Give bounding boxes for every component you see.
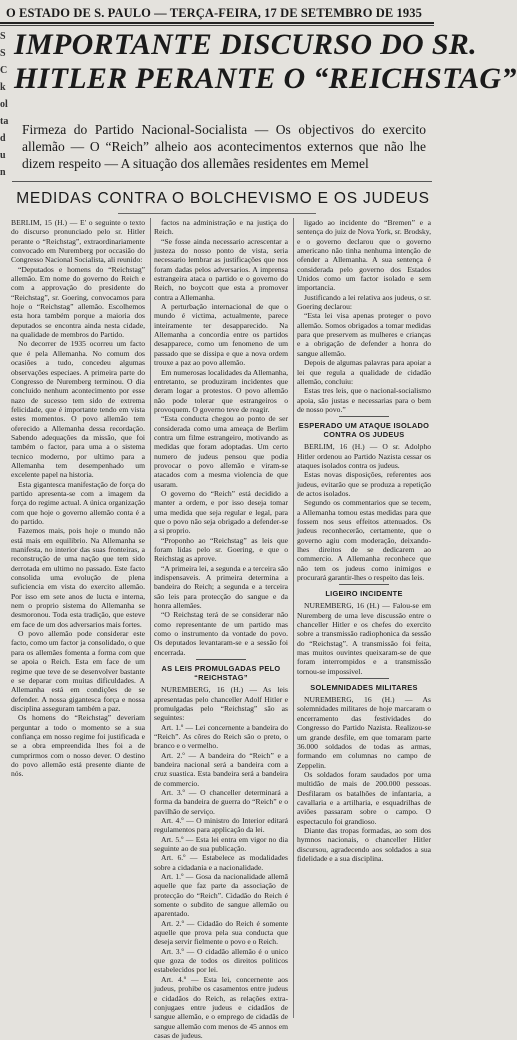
article-paragraph: Art. 1.º — Lei concernente a bandeira do “Reich”. As côres do Reich são o preto, o branco e o vermelho. [154, 722, 288, 751]
article-paragraph: “Deputados e homens do “Reichstag” allemão. Em nome do governo do Reich e com a approvação do presidente do “Reichstag”, sr. Goering, convocamos para hoje o “Reichstag” allemão. Escolhemos esta hora também porque a maioria dos deputados se encontra ainda nesta cidade, na qualidade de membros do Partido. [11, 264, 145, 340]
article-paragraph: ligado ao incidente do “Bremen” e a sentença do juiz de Nova York, sr. Brodsky, e o governo declarou que o governo americano não tinha nenhuma intenção de ofender a Allemanha. A sua sentença é considerada pelo governo dos Estados Unidos como um factor isolado e sem importancia. [297, 218, 431, 293]
article-paragraph: Estas tres leis, que o nacional-socialismo apoia, são justas e necessarias para o bem de nosso povo.” [297, 386, 431, 414]
article-paragraph: Art. 6.º — Estabelece as modalidades sobre a cidadania e a nacionalidade. [154, 853, 288, 872]
article-paragraph: No decorrer de 1935 ocorreu um facto que é pela Allemanha. No comum dos ocasiões a tudo, concedeu algumas observações especiaes. A primeira parte do Congresso de Nuremberg terminou. O dia concluido nenhum acontecimento por esse nazo de sucesso tem sido de extrema felicidade, que é importante tendo em vista estes momentos. O povo allemão tem oferecido a Allemanha dessa recordação. Sabendo adequações da missão, que foi também o factor, para uma a o sistema tecnico moderno, por ultimo para a Allemanha tem desempenhado um excelente papel na historia. [11, 339, 145, 480]
article-paragraph: Art. 3.º — O cidadão allemão é o unico que goza de todos os direitos politicos estabelecidos por lei. [154, 946, 288, 975]
article-column-3 [297, 218, 431, 1018]
article-column-1 [11, 218, 145, 1018]
article-paragraph: NUREMBERG, 16 (H.) — As solemnidades militares de hoje marcaram o encerramento das festividades do Congresso do Partido Nazista. Realizou-se um grande desfile, em que tomaram parte 36.000 soldados de todas as armas, formando em columnas no campo de Zeppelin. [297, 695, 431, 770]
masthead-rule-thin [0, 25, 434, 26]
article-paragraph: O governo do “Reich” está decidido a manter a ordem, e por isso deseja tomar uma medida que seja regular e legal, para que o povo não seja obrigado a defender-se a si proprio. [154, 488, 288, 536]
article-paragraph: Depois de algumas palavras para apoiar a lei que regula a qualidade de cidadão allemão, concluiu: [297, 358, 431, 386]
article-paragraph: Art. 5.º — Esta lei entra em vigor no dia seguinte ao de sua publicação. [154, 834, 288, 853]
edge-letter: n [0, 167, 6, 178]
article-paragraph: Art. 2.º — Cidadão do Reich é somente aquelle que prova pela sua conducta que deseja servir fielmente o povo e o Reich. [154, 918, 288, 947]
article-paragraph: Fazemos mais, pois hoje o mundo não está mais em equilibrio. Na Allemanha se manifesta, no interior das suas fronteiras, a reconstrução de uma nação que tem sido derrotada em ultimo no passado. Este facto consolida uma evolução de plena suficiencia em vista do exercito allemão. Por isso em sete anos de lucta e interna, nem o proprio sistema do Allemanha se desmoronou. Toda esta tradição, que esteve em face de um dos adversarios mais fortes. [11, 526, 145, 629]
article-paragraph: NUREMBERG, 16 (H.) — As leis apresentadas pelo chanceller Adolf Hitler e promulgadas pelo “Reichstag” são as seguintes: [154, 685, 288, 723]
article-paragraph: Segundo os commentarios que se tecem, a Allemanha tomou estas medidas para que fossem nos seus effeitos attenuados. Os judeus reconhecerão, certamente, que o governo agiu com moderação, deixando-lhes direitos de se dedicarem ao commercio. A Allemanha reconhece que não tem os judeus como inimigos e procurará garantir-lhes o respeito das leis. [297, 498, 431, 583]
article-paragraph: Art. 1.º — Gosa da nacionalidade allemã aquelle que faz parte da associação de protecção do “Reich”. Cidadão do Reich é somente o subdito de sangue allemão ou aparentado. [154, 872, 288, 919]
article-paragraph: Art. 3.º — O chanceller determinará a forma da bandeira de guerra do “Reich” e o pavilhão de serviço. [154, 787, 288, 816]
newspaper-masthead: O ESTADO DE S. PAULO — TERÇA-FEIRA, 17 DE SETEMBRO DE 1935 [6, 6, 422, 20]
subsection-heading: LIGEIRO INCIDENTE [325, 589, 403, 599]
article-paragraph: Diante das tropas formadas, ao som dos hymnos nacionais, o chanceller Hitler discursou, agradecendo aos soldados a sua fidelidade e a sua disciplina. [297, 825, 431, 863]
edge-letter: S [0, 31, 6, 42]
subsection-rule [196, 659, 246, 660]
subheadline-rule [12, 181, 432, 182]
column-divider [150, 218, 151, 1018]
article-paragraph: “Esta conducta chegou ao ponto de ser considerada como uma ameaça de Berlim contra um filme estrangeiro, motivando as medidas que foram adoptadas. Um certo numero de judeus pensou que podia provocar o povo allemão e viram-se atacados com a mesma violencia de que usaram. [154, 414, 288, 489]
edge-letter: u [0, 150, 6, 161]
subsection-rule [339, 584, 389, 585]
headline-line-1: IMPORTANTE DISCURSO DO SR. [14, 28, 477, 61]
section-title-rule [118, 213, 316, 214]
article-paragraph: “A primeira lei, a segunda e a terceira são indispensaveis. A primeira determina a bandeira do Reich; a segunda e a terceira são leis para protecção do sangue e da honra allemães. [154, 563, 288, 611]
article-paragraph: O povo allemão pode considerar este facto, como um factor ja consolidado, o que para os allemães fomenta a forma com que se apoia o Reich. Esta em face de um regime que teve de se desenvolver bastante e se deparar com muitas dificuldades. A Allemanha está em condições de se defender. A nossa gigantesca força e nossa disciplina asseguram também a paz. [11, 629, 145, 713]
article-paragraph: “Esta lei visa apenas proteger o povo allemão. Somos obrigados a tomar medidas para que preservem as mulheres e crianças e a obrigação de defender a honra do sangue allemão. [297, 311, 431, 358]
headline [14, 28, 517, 106]
article-column-2 [154, 218, 288, 1040]
article-paragraph: A perturbação internacional de que o mundo é victima, actualmente, parece inteiramente ter desapparecido. Na Allemanha a concordia entre os partidos desapparece, como um fenomeno de um passado que se dissipa e que a nova ordem trouxe a paz ao povo allemão. [154, 302, 288, 368]
article-paragraph: “O Reichstag terá de se considerar não como representante de um partido mas como o instrumento da vontade do povo. Os deputados levantaram-se e a sessão foi encerrada. [154, 610, 288, 657]
subsection-rule [339, 678, 389, 679]
masthead-rule [0, 22, 434, 24]
article-paragraph: “Proponho ao “Reichstag” as leis que foram lidas pelo sr. Goering, e que o Reichstag as aprove. [154, 535, 288, 564]
subsection-heading: AS LEIS PROMULGADAS PELO “REICHSTAG” [161, 664, 281, 683]
article-paragraph: Art. 2.º — A bandeira do “Reich” e a bandeira nacional será a bandeira com a cruz suastica. Esta bandeira será a bandeira de commercio. [154, 750, 288, 788]
edge-letter: S [0, 48, 6, 59]
edge-letter: k [0, 82, 6, 93]
article-paragraph: factos na administração e na justiça do Reich. [154, 218, 288, 237]
article-paragraph: BERLIM, 15 (H.) — E' o seguinte o texto do discurso pronunciado pelo sr. Hitler perante o “Reichstag”, extraordinariamente convocado em Nuremberg por occasião do Congresso Nacional Socialista, ali reunido: [11, 218, 145, 265]
edge-letter: ol [0, 99, 8, 110]
article-paragraph: Os homens do “Reichstag” deveriam perguntar a todo o momento se a sua confiança em nosso regime foi justificada e se a obra empreendida lhes foi a de cumprirmos com o nosso dever. O destino do povo allemão está presente diante de nós. [11, 713, 145, 779]
article-paragraph: Art. 4.º — Esta lei, concernente aos judeus, prohibe os casamentos entre judeus e cidadãos do Reich, as relações extra-conjugaes entre judeus e cidadãos de sangue allemão, e o emprego de cidadãs de sangue allemão com menos de 45 annos em casas de judeus. [154, 974, 288, 1040]
edge-letter: C [0, 65, 8, 76]
edge-letter: ta [0, 116, 9, 127]
article-paragraph: Esta gigantesca manifestação de força do partido apresenta-se com a imagem da força do regime actual. A única organização com que hoje o governo allemão conta é a do partido. [11, 479, 145, 526]
article-columns [11, 218, 432, 1040]
left-edge-fragment [0, 28, 10, 1018]
edge-letter: d [0, 133, 6, 144]
article-paragraph: Art. 4.º — O ministro do Interior editará regulamentos para applicação da lei. [154, 815, 288, 835]
article-paragraph: NUREMBERG, 16 (H.) — Falou-se em Nuremberg de uma leve discussão entre o chanceller Hitler e os chefes do exercito sobre a transmissão radiophonica da sessão do “Reichstag”. A transmissão foi feita, mas muitos ouvintes queixaram-se de que foram interrompidos e a transmissão tornou-se impossivel. [297, 601, 431, 676]
article-paragraph: Em numerosas localidades da Allemanha, entretanto, se produziram incidentes que deram logar a protestos. O povo allemão não pode tolerar que estrangeiros o provoquem. O governo teve de reagir. [154, 367, 288, 414]
article-paragraph: “Se fosse ainda necessario acrescentar a justeza do nosso ponto de vista, seria necessario lembrar as justificações que nos foram dadas pelos adversarios. A imprensa estrangeira ataca o partido e o governo do Reich, no boycott que esta a promover contra a Allemanha. [154, 236, 288, 302]
subsection-heading: SOLEMNIDADES MILITARES [310, 683, 418, 693]
subsection-heading: ESPERADO UM ATAQUE ISOLADO CONTRA OS JUDEUS [298, 421, 430, 440]
article-paragraph: Estas novas disposições, referentes aos judeus, evitarão que se produza a repetição de actos isolados. [297, 470, 431, 498]
subsection-rule [339, 416, 389, 417]
article-paragraph: Justificando a lei relativa aos judeus, o sr. Goering declarou: [297, 292, 431, 312]
column-divider [293, 218, 294, 1018]
section-title: MEDIDAS CONTRA O BOLCHEVISMO E OS JUDEUS [16, 190, 430, 207]
headline-line-2: HITLER PERANTE O “REICHSTAG” [14, 62, 517, 95]
article-paragraph: Os soldados foram saudados por uma multidão de mais de 200.000 pessoas. Desfilaram os batalhões de infantaria, a cavallaria e a artilharia, e esquadrilhas de aviões passaram sobre o campo. O espectaculo foi grandioso. [297, 769, 431, 826]
article-paragraph: BERLIM, 16 (H.) — O sr. Adolpho Hitler ordenou ao Partido Nazista cessar os ataques isolados contra os judeus. [297, 442, 431, 470]
subheadline: Firmeza do Partido Nacional-Socialista — Os objectivos do exercito allemão — O “Reich” alheio aos acontecimentos externos que não lhe dizem respeito — A situação dos allemães residentes em Memel [22, 122, 426, 171]
